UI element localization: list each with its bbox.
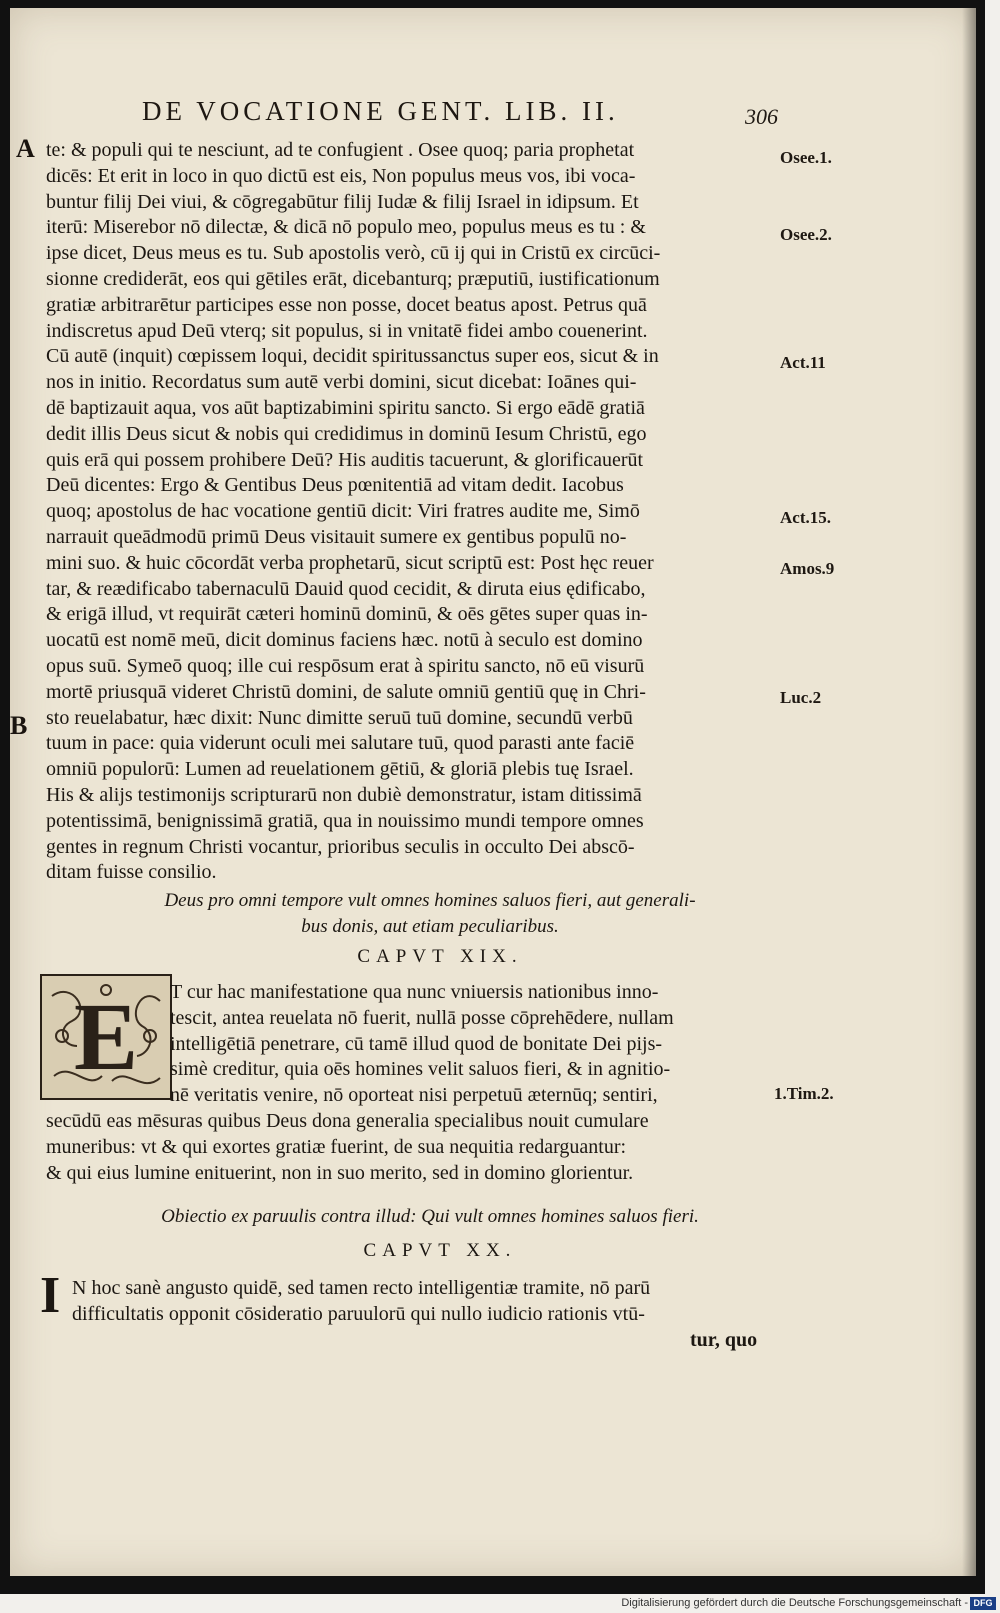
body-line: tuum in pace: quia viderunt oculi mei salutare tuū, quod parasti ante faciē xyxy=(46,732,635,755)
body-line: nē veritatis venire, nō oporteat nisi perpetuū æternūq; sentiri, xyxy=(170,1084,658,1107)
chapter-20-summary: Obiectio ex paruulis contra illud: Qui vult omnes homines saluos fieri. xyxy=(161,1206,699,1227)
margin-note: Act.11 xyxy=(780,353,826,372)
body-text xyxy=(46,138,766,886)
body-line: & erigā illud, vt requirāt cæteri hominū dominū, & oēs gētes super quas in- xyxy=(46,603,648,626)
margin-note: Act.15. xyxy=(780,508,831,527)
body-line: potentissimā, benignissimā gratiā, qua in nouissimo mundi tempore omnes xyxy=(46,809,644,832)
chapter-20-text xyxy=(72,1276,802,1328)
body-line: te: & populi qui te nesciunt, ad te confugient . Osee quoq; paria prophetat xyxy=(46,139,635,161)
body-line: difficultatis opponit cōsideratio paruulorū qui nullo iudicio rationis vtū- xyxy=(72,1302,645,1325)
book-page xyxy=(10,8,976,1576)
body-line: narrauit queādmodū primū Deus visitauit sumere ex gentibus populū no- xyxy=(46,525,627,548)
decorated-initial xyxy=(40,974,172,1100)
body-line: Cū autē (inquit) cœpissem loqui, decidit spiritussanctus super eos, sicut & in xyxy=(46,345,659,368)
body-line: intelligētiā penetrare, cū tamē illud quod de bonitate Dei pijs- xyxy=(170,1032,663,1055)
margin-note: Luc.2 xyxy=(780,688,822,707)
body-line: quoq; apostolus de hac vocatione gentiū dicit: Viri fratres audite me, Simō xyxy=(46,500,640,523)
body-line: dedit illis Deus sicut & nobis qui credidimus in dominū Iesum Christū, ego xyxy=(46,422,647,445)
body-line: indiscretus apud Deū vterq; sit populus, si in vnitatē fidei ambo couenerint. xyxy=(46,319,648,342)
chapter-20-initial: I xyxy=(40,1267,61,1324)
catchword: tur, quo xyxy=(690,1329,758,1351)
chapter-19-summary xyxy=(110,888,750,940)
dfg-logo: DFG xyxy=(970,1597,996,1610)
margin-note: Osee.1. xyxy=(780,148,832,167)
body-line: T cur hac manifestatione qua nunc vniuersis nationibus inno- xyxy=(170,981,659,1003)
body-line: His & alijs testimonijs scripturarū non dubiè demonstratur, istam ditissimā xyxy=(46,783,642,806)
body-line: gratiæ arbitrarētur participes esse non posse, docet beatus apost. Petrus quā xyxy=(46,293,647,316)
body-line: sto reuelabatur, hæc dixit: Nunc dimitte seruū tuū domine, secundū verbū xyxy=(46,706,633,729)
body-line: ditam fuisse consilio. xyxy=(46,861,217,884)
body-line: secūdū eas mēsuras quibus Deus dona generalia specialibus nouit cumulare xyxy=(46,1110,649,1132)
margin-note: Osee.2. xyxy=(780,225,832,244)
body-line: uocatū est nomē meū, dicit dominus faciens hæc. notū à seculo est domino xyxy=(46,629,643,652)
margin-note: 1.Tim.2. xyxy=(774,1084,834,1103)
body-line: Deū dicentes: Ergo & Gentibus Deus pœnitentiā ad vitam dedit. Iacobus xyxy=(46,474,624,497)
chapter-19-indented-text xyxy=(170,980,770,1109)
body-line: mini suo. & huic cōcordāt verba prophetarū, sicut scriptū est: Post hęc reuer xyxy=(46,551,654,574)
body-line: omniū populorū: Lumen ad reuelationem gētiū, & gloriā plebis tuę Israel. xyxy=(46,758,634,781)
body-line: sionne crediderāt, eos qui gētiles erāt, dicebanturq; præputiū, iustificationum xyxy=(46,267,660,290)
running-head: DE VOCATIONE GENT. LIB. II. xyxy=(142,96,619,126)
body-line: mortē priusquā videret Christū domini, de salute omniū gentiū quę in Chri- xyxy=(46,680,646,703)
body-line: ipse dicet, Deus meus es tu. Sub apostolis verò, cū ij qui in Cristū ex circūci- xyxy=(46,242,661,265)
body-line: iterū: Miserebor nō dilectæ, & dicā nō populo meo, populus meus es tu : & xyxy=(46,216,646,239)
page-edge-shadow xyxy=(962,8,976,1576)
margin-note: Amos.9 xyxy=(780,559,835,578)
folio-number: 306 xyxy=(745,104,778,129)
initial-letter: E xyxy=(73,983,139,1090)
body-line: dē baptizauit aqua, vos aūt baptizabimini spiritu sancto. Si ergo eādē gratiā xyxy=(46,396,645,419)
summary-line: Deus pro omni tempore vult omnes homines saluos fieri, aut generali- xyxy=(164,890,696,911)
body-line: & qui eius lumine enituerint, non in suo merito, sed in domino glorientur. xyxy=(46,1161,634,1184)
body-line: N hoc sanè angusto quidē, sed tamen recto intelligentiæ tramite, nō parū xyxy=(72,1277,651,1299)
body-line: gentes in regnum Christi vocantur, prioribus seculis in occulto Dei abscō- xyxy=(46,835,635,858)
body-line: simè creditur, quia oēs homines velit saluos fieri, & in agnitio- xyxy=(170,1058,671,1081)
body-line: muneribus: vt & qui exortes gratiæ fuerint, de sua nequitia redarguantur: xyxy=(46,1135,627,1158)
summary-line: bus donis, aut etiam peculiaribus. xyxy=(301,916,559,937)
body-line: opus suū. Symeō quoq; ille cui respōsum erat à spiritu sancto, nō eū visurū xyxy=(46,654,645,677)
body-line: dicēs: Et erit in loco in quo dictū est eis, Non populus meus vos, ibi voca- xyxy=(46,164,636,187)
body-line: tescit, antea reuelata nō fuerit, nullā posse cōprehēdere, nullam xyxy=(170,1006,674,1029)
section-mark-b: B xyxy=(10,711,28,740)
chapter-19-text xyxy=(46,1109,776,1186)
chapter-20-heading: CAPVT XX. xyxy=(363,1240,517,1261)
body-line: nos in initio. Recordatus sum autē verbi domini, sicut dicebat: Ioānes qui- xyxy=(46,371,637,394)
body-line: tar, & reædificabo tabernaculū Dauid quod cecidit, & diruta eius ędificabo, xyxy=(46,577,646,600)
chapter-19-heading: CAPVT XIX. xyxy=(357,946,523,967)
section-mark-a: A xyxy=(16,134,35,163)
body-line: buntur filij Dei viui, & cōgregabūtur filij Iudæ & filij Israel in idipsum. Et xyxy=(46,190,639,213)
body-line: quis erā qui possem prohibere Deū? His auditis tacuerunt, & glorificauerūt xyxy=(46,448,644,471)
funding-credit: Digitalisierung gefördert durch die Deutsche Forschungsgemeinschaft - xyxy=(621,1597,968,1609)
